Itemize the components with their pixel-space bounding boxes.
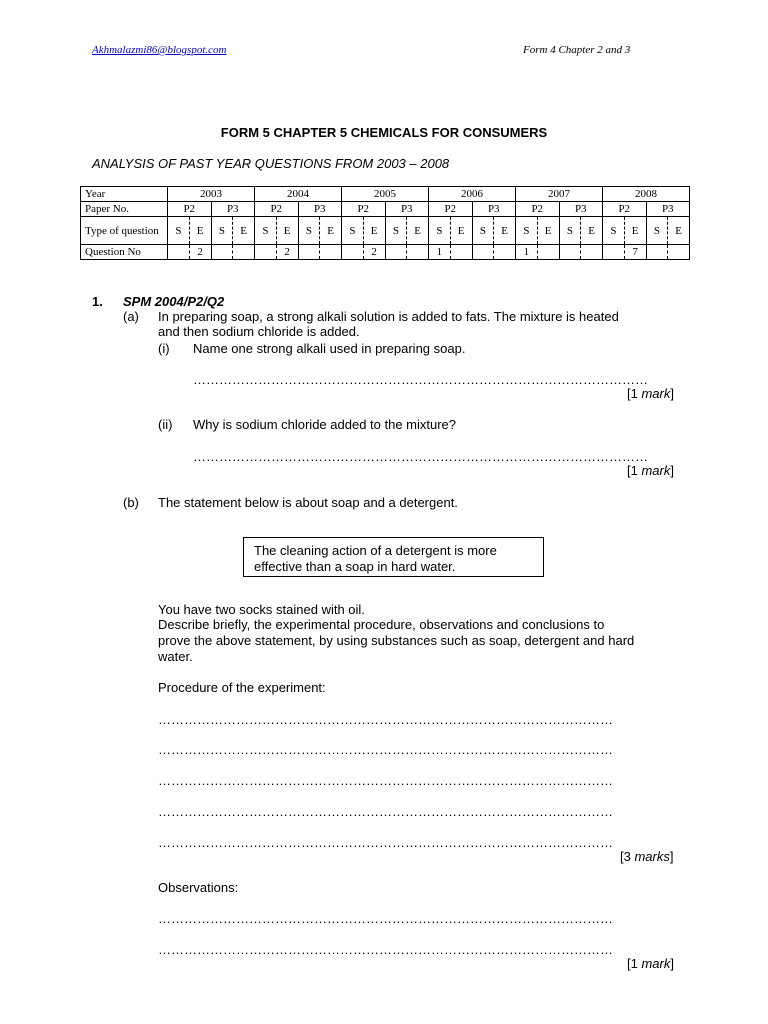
paper-cell: P3 bbox=[559, 202, 603, 217]
part-a-ii-label: (ii) bbox=[158, 417, 173, 432]
paper-cell: P2 bbox=[168, 202, 212, 217]
paper-cell: P2 bbox=[603, 202, 647, 217]
mark-a-i-word: mark bbox=[641, 386, 671, 401]
type-cell: S bbox=[646, 217, 668, 245]
paper-cell: P2 bbox=[516, 202, 560, 217]
year-cell: 2007 bbox=[516, 187, 603, 202]
paper-cell: P2 bbox=[342, 202, 386, 217]
mark-a-ii-close: ] bbox=[670, 463, 674, 478]
type-cell: E bbox=[537, 217, 559, 245]
header-chapter-label: Form 4 Chapter 2 and 3 bbox=[523, 44, 631, 56]
type-cell: E bbox=[320, 217, 342, 245]
mark-a-i bbox=[627, 386, 674, 401]
year-cell: 2008 bbox=[603, 187, 690, 202]
question-no-cell bbox=[320, 245, 342, 260]
row-label-question-no: Question No bbox=[81, 245, 168, 260]
type-cell: E bbox=[624, 217, 646, 245]
type-cell: S bbox=[429, 217, 451, 245]
mark-a-i-close: ] bbox=[670, 386, 674, 401]
type-row bbox=[81, 217, 690, 245]
part-a-text-line1: In preparing soap, a strong alkali solution is added to fats. The mixture is heated bbox=[158, 309, 619, 324]
paper-cell: P2 bbox=[255, 202, 299, 217]
procedure-answer-line[interactable]: …………………………………………………………………………………………… bbox=[158, 804, 613, 819]
paper-cell: P3 bbox=[211, 202, 255, 217]
header-email-link[interactable]: Akhmalazmi86@blogspot.com bbox=[92, 44, 227, 56]
question-no-cell bbox=[211, 245, 233, 260]
question-no-cell bbox=[385, 245, 407, 260]
type-cell: E bbox=[363, 217, 385, 245]
question-no-cell: 2 bbox=[363, 245, 385, 260]
type-cell: S bbox=[385, 217, 407, 245]
statement-box bbox=[243, 537, 544, 577]
type-cell: S bbox=[516, 217, 538, 245]
type-cell: E bbox=[450, 217, 472, 245]
part-a-label: (a) bbox=[123, 309, 139, 324]
mark-a-ii-open: [1 bbox=[627, 463, 642, 478]
part-a-i-label: (i) bbox=[158, 341, 170, 356]
part-b-label: (b) bbox=[123, 495, 139, 510]
type-cell: E bbox=[494, 217, 516, 245]
mark-procedure-close: ] bbox=[669, 849, 674, 864]
part-b-text: The statement below is about soap and a detergent. bbox=[158, 495, 458, 510]
statement-line2: effective than a soap in hard water. bbox=[254, 559, 456, 574]
paper-row bbox=[81, 202, 690, 217]
paper-cell: P3 bbox=[646, 202, 690, 217]
question-no-cell bbox=[603, 245, 625, 260]
type-cell: E bbox=[668, 217, 690, 245]
type-cell: E bbox=[581, 217, 603, 245]
question-no-cell bbox=[581, 245, 603, 260]
type-cell: E bbox=[233, 217, 255, 245]
type-cell: S bbox=[298, 217, 320, 245]
observations-answer-line[interactable]: …………………………………………………………………………………………… bbox=[158, 942, 613, 957]
mark-a-ii-word: mark bbox=[641, 463, 671, 478]
mark-observations-close: ] bbox=[670, 956, 674, 971]
paper-cell: P2 bbox=[429, 202, 473, 217]
procedure-answer-line[interactable]: …………………………………………………………………………………………… bbox=[158, 712, 613, 727]
year-cell: 2004 bbox=[255, 187, 342, 202]
question-no-cell bbox=[559, 245, 581, 260]
question-no-cell: 2 bbox=[189, 245, 211, 260]
type-cell: S bbox=[342, 217, 364, 245]
type-cell: S bbox=[168, 217, 190, 245]
part-a-ii-text: Why is sodium chloride added to the mixture? bbox=[193, 417, 457, 432]
year-cell: 2006 bbox=[429, 187, 516, 202]
page-title: FORM 5 CHAPTER 5 CHEMICALS FOR CONSUMERS bbox=[220, 125, 548, 140]
question-reference: SPM 2004/P2/Q2 bbox=[123, 294, 225, 309]
part-a-text-line2: and then sodium chloride is added. bbox=[158, 324, 360, 339]
paper-cell: P3 bbox=[385, 202, 429, 217]
year-cell: 2005 bbox=[342, 187, 429, 202]
past-year-table bbox=[80, 186, 690, 260]
question-no-cell bbox=[233, 245, 255, 260]
question-no-cell bbox=[646, 245, 668, 260]
observations-answer-line[interactable]: …………………………………………………………………………………………… bbox=[158, 911, 613, 926]
question-no-cell bbox=[494, 245, 516, 260]
type-cell: S bbox=[472, 217, 494, 245]
type-cell: E bbox=[189, 217, 211, 245]
question-number: 1. bbox=[92, 294, 103, 309]
mark-procedure-word: marks bbox=[634, 849, 670, 864]
type-cell: E bbox=[276, 217, 298, 245]
question-no-cell bbox=[537, 245, 559, 260]
question-no-row bbox=[81, 245, 690, 260]
row-label-paper: Paper No. bbox=[81, 202, 168, 217]
mark-a-ii bbox=[627, 463, 674, 478]
type-cell: E bbox=[407, 217, 429, 245]
question-no-cell bbox=[450, 245, 472, 260]
mark-a-i-open: [1 bbox=[627, 386, 642, 401]
question-no-cell bbox=[668, 245, 690, 260]
answer-line-a-ii[interactable]: …………………………………………………………………………………………… bbox=[193, 449, 648, 464]
question-no-cell bbox=[342, 245, 364, 260]
statement-line1: The cleaning action of a detergent is more bbox=[254, 543, 497, 558]
question-no-cell bbox=[168, 245, 190, 260]
page-subtitle: ANALYSIS OF PAST YEAR QUESTIONS FROM 2003 – 2008 bbox=[92, 156, 450, 171]
question-no-cell bbox=[255, 245, 277, 260]
procedure-label: Procedure of the experiment: bbox=[158, 680, 326, 695]
type-cell: S bbox=[211, 217, 233, 245]
question-no-cell bbox=[472, 245, 494, 260]
mark-procedure-open: [3 bbox=[620, 849, 635, 864]
procedure-answer-line[interactable]: …………………………………………………………………………………………… bbox=[158, 773, 613, 788]
mark-observations bbox=[627, 956, 674, 971]
year-row bbox=[81, 187, 690, 202]
question-no-cell bbox=[407, 245, 429, 260]
describe-line3: water. bbox=[158, 649, 193, 664]
paper-cell: P3 bbox=[298, 202, 342, 217]
socks-text: You have two socks stained with oil. bbox=[158, 602, 365, 617]
mark-observations-word: mark bbox=[641, 956, 671, 971]
procedure-answer-line[interactable]: …………………………………………………………………………………………… bbox=[158, 742, 613, 757]
question-no-cell: 1 bbox=[516, 245, 538, 260]
row-label-type: Type of question bbox=[81, 217, 168, 245]
year-cell: 2003 bbox=[168, 187, 255, 202]
type-cell: S bbox=[255, 217, 277, 245]
type-cell: S bbox=[559, 217, 581, 245]
question-no-cell: 1 bbox=[429, 245, 451, 260]
question-no-cell: 7 bbox=[624, 245, 646, 260]
paper-cell: P3 bbox=[472, 202, 516, 217]
mark-observations-open: [1 bbox=[627, 956, 642, 971]
row-label-year: Year bbox=[81, 187, 168, 202]
question-no-cell bbox=[298, 245, 320, 260]
answer-line-a-i[interactable]: …………………………………………………………………………………………… bbox=[193, 372, 648, 387]
procedure-answer-line[interactable]: …………………………………………………………………………………………… bbox=[158, 835, 613, 850]
observations-label: Observations: bbox=[158, 880, 239, 895]
part-a-i-text: Name one strong alkali used in preparing soap. bbox=[193, 341, 466, 356]
describe-line1: Describe briefly, the experimental procedure, observations and conclusions to bbox=[158, 617, 605, 632]
describe-line2: prove the above statement, by using substances such as soap, detergent and hard bbox=[158, 633, 635, 648]
question-no-cell: 2 bbox=[276, 245, 298, 260]
mark-procedure bbox=[620, 849, 673, 864]
type-cell: S bbox=[603, 217, 625, 245]
